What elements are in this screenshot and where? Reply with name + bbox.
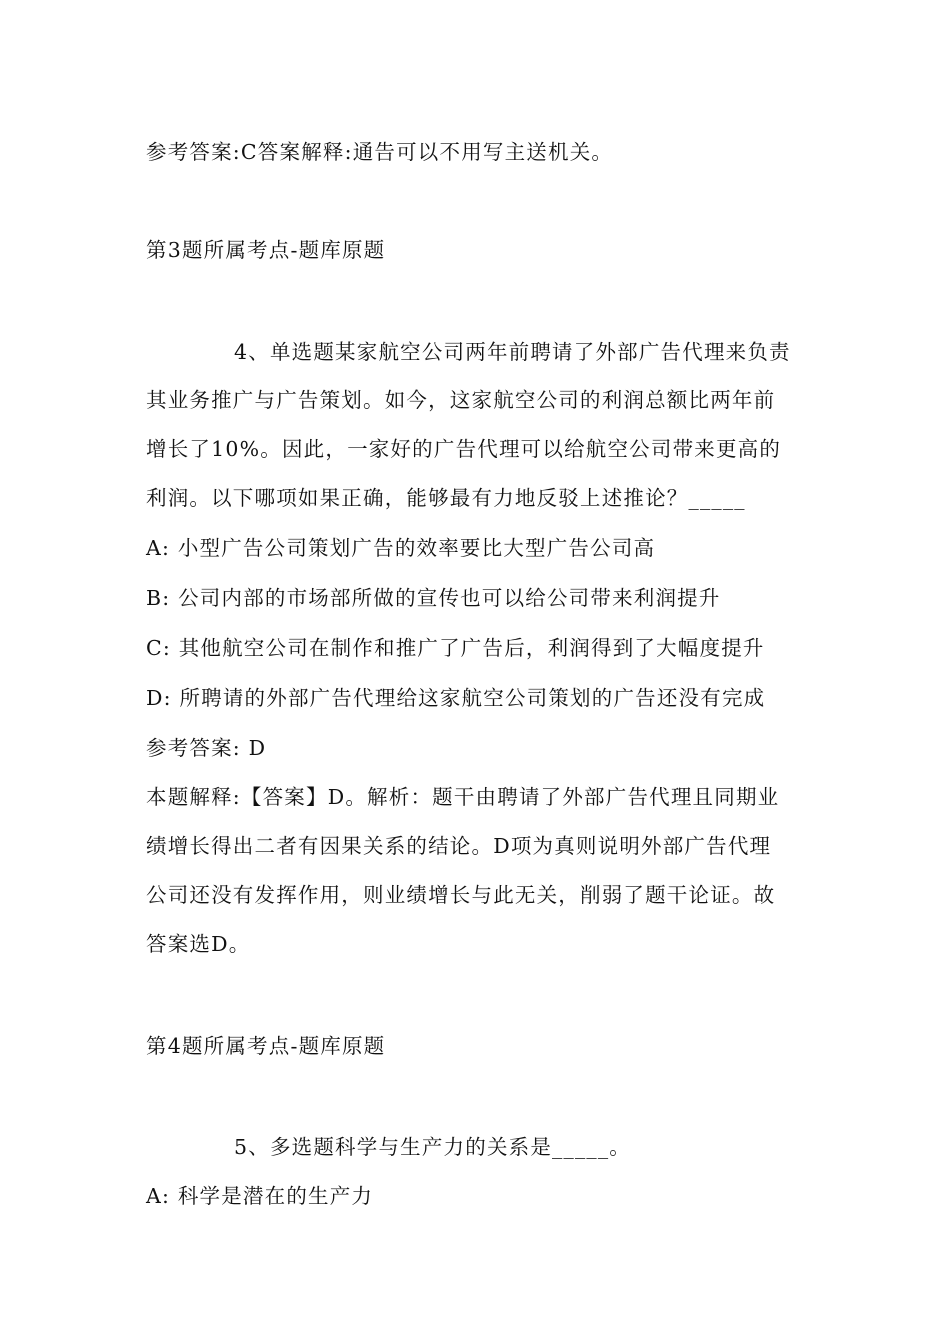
q4-explanation-line-3: 公司还没有发挥作用，则业绩增长与此无关，削弱了题干论证。故 [146,883,776,907]
q4-stem-line-3: 增长了10%。因此，一家好的广告代理可以给航空公司带来更高的 [146,437,782,461]
q4-explanation-line-2: 绩增长得出二者有因果关系的结论。D项为真则说明外部广告代理 [146,834,772,858]
q3-answer-line: 参考答案:C答案解释:通告可以不用写主送机关。 [146,140,614,164]
q4-explanation-line-4: 答案选D。 [146,932,251,956]
q4-stem-line-1: 4、单选题某家航空公司两年前聘请了外部广告代理来负责 [234,340,791,364]
q4-option-c: C: 其他航空公司在制作和推广了广告后，利润得到了大幅度提升 [146,636,765,660]
q4-stem-line-2: 其业务推广与广告策划。如今，这家航空公司的利润总额比两年前 [146,388,776,412]
q5-option-a: A: 科学是潜在的生产力 [146,1184,374,1208]
q5-stem: 5、多选题科学与生产力的关系是_____。 [234,1135,631,1159]
q4-answer: 参考答案: D [146,736,267,760]
q3-topic: 第3题所属考点-题库原题 [146,238,386,262]
q4-option-b: B: 公司内部的市场部所做的宣传也可以给公司带来利润提升 [146,586,721,610]
q4-topic: 第4题所属考点-题库原题 [146,1034,386,1058]
q4-option-a: A: 小型广告公司策划广告的效率要比大型广告公司高 [146,536,656,560]
q4-explanation-line-1: 本题解释:【答案】D。解析：题干由聘请了外部广告代理且同期业 [146,785,780,809]
q4-stem-line-4: 利润。以下哪项如果正确，能够最有力地反驳上述推论？_____ [146,486,746,510]
q4-option-d: D: 所聘请的外部广告代理给这家航空公司策划的广告还没有完成 [146,686,766,710]
